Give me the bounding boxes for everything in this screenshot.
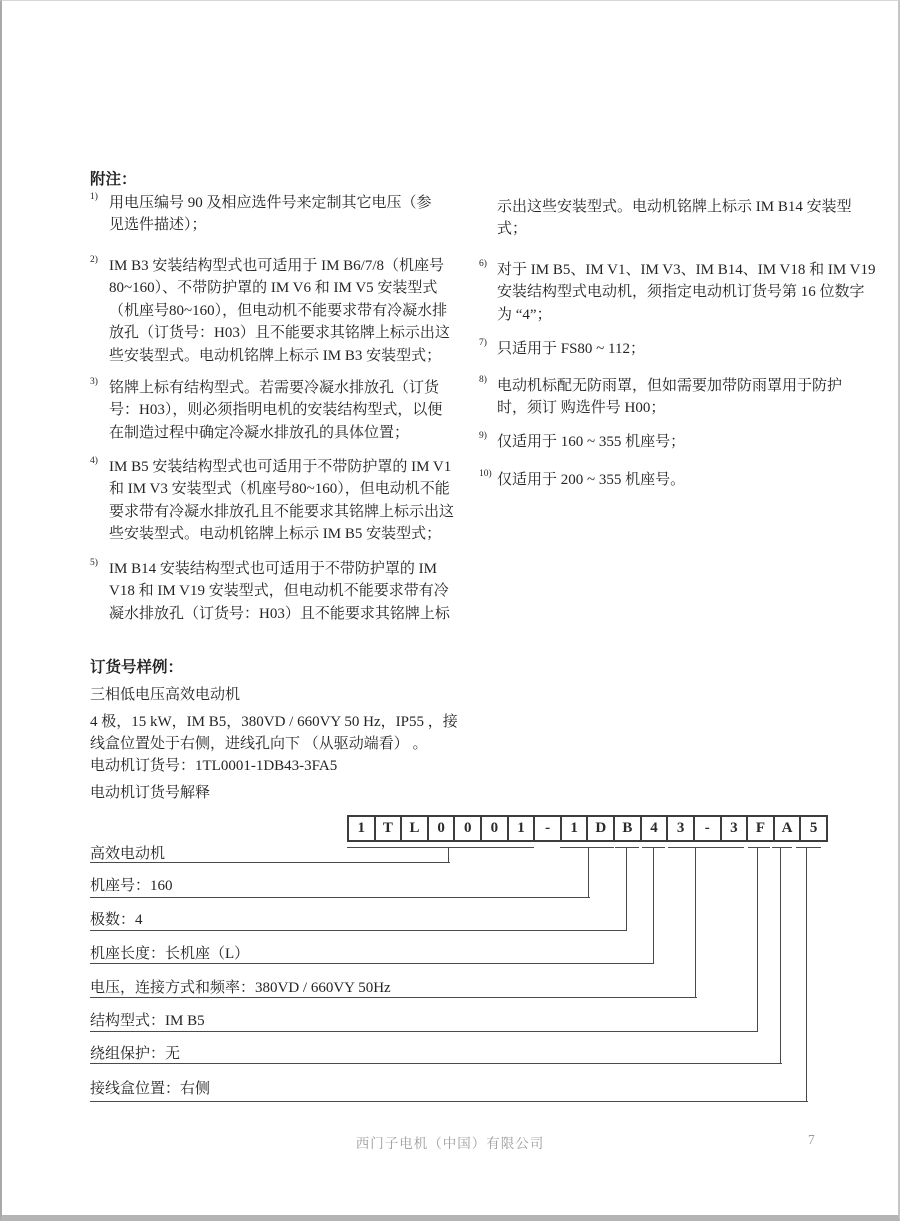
code-row-label-terminal-box: 接线盒位置：右侧: [90, 1081, 211, 1097]
code-bracket-frame: [560, 847, 614, 848]
note-line: 见选件描述）；: [109, 217, 207, 234]
code-row-label-mounting-type: 结构型式：IM B5: [90, 1013, 205, 1029]
note-item-4: [90, 456, 462, 546]
code-connector-vertical: [653, 848, 654, 964]
order-code-cell: -: [533, 817, 560, 840]
order-example-spec-line: 4 极，15 kW，IM B5，380VD / 660VY 50 Hz，IP55 ，接: [90, 714, 458, 730]
code-bracket-terminal-box: [796, 847, 821, 848]
code-bracket-voltage: [668, 847, 744, 848]
note-number: 5): [90, 558, 98, 568]
note-line: 安装结构型式电动机，须指定电动机订货号第 16 位数字: [497, 284, 865, 301]
note-line: V18 和 IM V19 安装型式，但电动机不能要求带有冷: [109, 583, 449, 600]
note-line: 为 “4”；: [497, 306, 552, 323]
note-line: 电动机标配无防雨罩，但如需要加带防雨罩用于防护: [497, 378, 843, 394]
footer-company: 西门子电机（中国）有限公司: [355, 1136, 545, 1151]
note-number: 2): [90, 255, 98, 265]
note-line: 些安装型式。电动机铭牌上标示 IM B5 安装型式；: [109, 526, 442, 543]
code-row-label-frame-length: 机座长度：长机座（L）: [90, 946, 250, 962]
code-connector-vertical: [695, 848, 696, 998]
note-line: （机座号80~160），但电动机不能要求带有冷凝水排: [109, 302, 448, 319]
code-connector-vertical: [588, 848, 589, 898]
order-code-cell: F: [746, 817, 773, 840]
note-item-5: [90, 558, 462, 625]
note-item-7: [479, 338, 851, 360]
order-code-cell: 1: [507, 817, 534, 840]
code-connector-vertical: [626, 848, 627, 931]
code-row-label-frame-size: 机座号：160: [90, 878, 173, 894]
note-line: 时，须订 购选件号 H00；: [497, 400, 666, 417]
order-code-explain-title: 电动机订货号解释: [90, 785, 211, 801]
note-line: 号：H03），则必须指明电机的安装结构型式，以便: [109, 402, 443, 419]
code-connector-vertical: [806, 848, 807, 1102]
note-line: IM B5 安装结构型式也可适用于不带防护罩的 IM V1: [109, 459, 452, 475]
note-item-9: [479, 431, 851, 453]
note-line: 仅适用于 160 ~ 355 机座号；: [497, 434, 686, 450]
code-row-line: [90, 930, 627, 931]
order-code-cell: B: [613, 817, 640, 840]
note-line: 80~160）、不带防护罩的 IM V6 和 IM V5 安装型式: [109, 280, 438, 297]
order-code-boxes: [347, 815, 828, 842]
note-number: 10): [479, 469, 492, 479]
note-line: 铭牌上标有结构型式。若需要冷凝水排放孔（订货: [109, 380, 440, 396]
order-code-cell: D: [586, 817, 613, 840]
order-code-cell: 0: [480, 817, 507, 840]
code-row-line: [90, 1031, 758, 1032]
notes-title: 附注：: [90, 171, 137, 188]
note-number: 8): [479, 375, 487, 385]
order-code-cell: 5: [799, 817, 826, 840]
note-number: 1): [90, 192, 98, 202]
note-line: 和 IM V3 安装型式（机座号80~160），但电动机不能: [109, 481, 450, 498]
note-line: 对于 IM B5、IM V1、IM V3、IM B14、IM V18 和 IM V19: [497, 262, 876, 278]
note-item-10: [479, 469, 851, 491]
code-row-label-voltage: 电压，连接方式和频率：380VD / 660VY 50Hz: [90, 980, 391, 996]
note-line: 式；: [497, 221, 528, 238]
code-row-line: [90, 997, 697, 998]
code-row-label-poles: 极数：4: [90, 912, 143, 928]
order-code-cell: 4: [640, 817, 667, 840]
note-line: 些安装型式。电动机铭牌上标示 IM B3 安装型式；: [109, 347, 442, 364]
note-item-2: [90, 255, 462, 367]
order-code-cell: 3: [666, 817, 693, 840]
note-item-6: [479, 259, 876, 326]
note-item-1: [90, 192, 462, 237]
note-line: 示出这些安装型式。电动机铭牌上标示 IM B14 安装型: [497, 199, 852, 215]
code-row-line: [90, 1101, 808, 1102]
note-number: 7): [479, 338, 487, 348]
note-number: 9): [479, 431, 487, 441]
note-line: IM B14 安装结构型式也可适用于不带防护罩的 IM: [109, 561, 437, 577]
order-code-cell: T: [374, 817, 401, 840]
note-item-8: [479, 375, 851, 420]
note-item-3: [90, 377, 462, 444]
code-bracket-mounting: [748, 847, 770, 848]
code-row-line: [90, 1063, 782, 1064]
note-line: 用电压编号 90 及相应选件号来定制其它电压（参: [109, 195, 432, 211]
note-number: 3): [90, 377, 98, 387]
order-code-cell: 1: [357, 820, 366, 836]
note-item-5-continued: [479, 196, 851, 241]
code-row-label-winding-protection: 绕组保护：无: [90, 1046, 181, 1062]
order-code-cell: 3: [720, 817, 747, 840]
note-line: IM B3 安装结构型式也可适用于 IM B6/7/8（机座号: [109, 258, 445, 274]
order-code-cell: 1: [560, 817, 587, 840]
order-example-order-number: 电动机订货号：1TL0001-1DB43-3FA5: [90, 758, 338, 774]
order-code-cell: 0: [453, 817, 480, 840]
note-line: 放孔（订货号：H03）且不能要求其铭牌上标示出这: [109, 325, 450, 342]
note-number: 4): [90, 456, 98, 466]
note-line: 要求带有冷凝水排放孔且不能要求其铭牌上标示出这: [109, 503, 455, 520]
code-row-label-series: 高效电动机: [90, 846, 166, 862]
code-row-line: [90, 897, 590, 898]
code-row-line: [90, 862, 450, 863]
order-code-cell: A: [773, 817, 800, 840]
order-example-title: 订货号样例：: [90, 659, 184, 676]
page-number: 7: [808, 1132, 815, 1147]
code-bracket-poles: [615, 847, 639, 848]
order-code-cell: 0: [427, 817, 454, 840]
note-line: 仅适用于 200 ~ 355 机座号。: [497, 472, 686, 488]
code-connector-vertical: [757, 848, 758, 1032]
code-connector-vertical: [448, 848, 449, 863]
order-example-spec-line: 线盒位置处于右侧，进线孔向下 （从驱动端看） 。: [90, 736, 428, 752]
order-code-cell: L: [400, 817, 427, 840]
order-code-cell: -: [693, 817, 720, 840]
code-connector-vertical: [780, 848, 781, 1064]
code-row-line: [90, 963, 654, 964]
note-line: 凝水排放孔（订货号：H03）且不能要求其铭牌上标: [109, 605, 450, 622]
note-line: 只适用于 FS80 ~ 112；: [497, 341, 645, 357]
order-example-product: 三相低电压高效电动机: [90, 687, 241, 703]
code-bracket-series: [347, 847, 534, 848]
note-line: 在制造过程中确定冷凝水排放孔的具体位置；: [109, 424, 410, 441]
code-bracket-protection: [772, 847, 792, 848]
note-number: 6): [479, 259, 487, 269]
